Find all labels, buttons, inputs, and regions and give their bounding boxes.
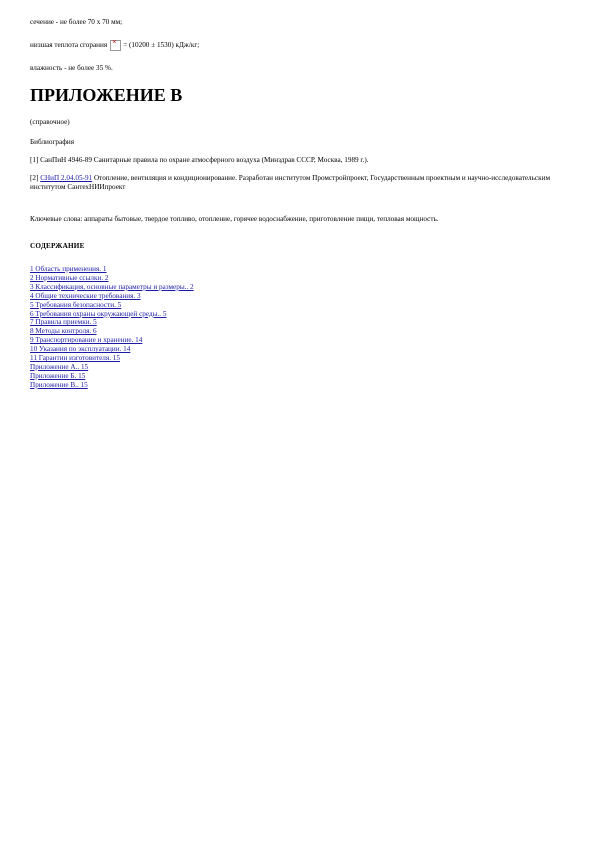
- toc-item: [30, 265, 194, 274]
- toc-item: [30, 292, 194, 301]
- appendix-subtitle: (справочное): [30, 118, 70, 126]
- toc-link[interactable]: 3 Классификация, основные параметры и размеры.. 2: [30, 282, 194, 291]
- toc-item: [30, 381, 194, 390]
- bibliography-ref-2-text: Отопление, вентиляция и кондиционирование. Разработан институтом Промстройпроект, Государственным проектным и научно-исследовательским институтом СантехНИИпроект: [30, 174, 550, 191]
- appendix-title: ПРИЛОЖЕНИЕ В: [30, 85, 183, 105]
- spec-line-section: сечение - не более 70 x 70 мм;: [30, 18, 123, 26]
- toc-item: [30, 318, 194, 327]
- spec-line-heat: [30, 40, 199, 51]
- toc-link[interactable]: Приложение Б. 15: [30, 371, 86, 380]
- toc-link[interactable]: 11 Гарантии изготовителя. 15: [30, 354, 120, 363]
- toc-link[interactable]: 2 Нормативные ссылки. 2: [30, 273, 109, 282]
- toc-link[interactable]: 7 Правила приемки. 5: [30, 318, 97, 327]
- toc-heading: СОДЕРЖАНИЕ: [30, 242, 85, 250]
- spec-line-heat-prefix: низшая теплота сгорания: [30, 41, 108, 49]
- toc-link[interactable]: 8 Методы контроля. 6: [30, 327, 97, 336]
- snip-link[interactable]: СНиП 2.04.05-91: [40, 174, 93, 182]
- bibliography-ref-2: [30, 174, 555, 192]
- toc-link[interactable]: 10 Указания по эксплуатации. 14: [30, 345, 131, 354]
- bibliography-heading: Библиография: [30, 138, 75, 146]
- spec-line-moisture: влажность - не более 35 %.: [30, 64, 113, 72]
- toc-item: [30, 336, 194, 345]
- toc-link[interactable]: Приложение В.. 15: [30, 380, 88, 389]
- broken-image-icon: ×: [110, 40, 121, 51]
- toc-list: [30, 265, 194, 390]
- toc-link[interactable]: Приложение А.. 15: [30, 362, 89, 371]
- toc-link[interactable]: 1 Область применения. 1: [30, 265, 107, 273]
- toc-item: [30, 310, 194, 319]
- toc-item: [30, 354, 194, 363]
- spec-line-heat-suffix: = (10200 ± 1530) кДж/кг;: [123, 41, 200, 49]
- toc-item: [30, 283, 194, 292]
- bibliography-ref-1: [1] СанПиН 4946-89 Санитарные правила по охране атмосферного воздуха (Минздрав СССР, Москва, 1989 г.).: [30, 156, 369, 164]
- toc-item: [30, 345, 194, 354]
- toc-link[interactable]: 6 Требования охраны окружающей среды.. 5: [30, 309, 167, 318]
- toc-item: [30, 363, 194, 372]
- bibliography-ref-2-prefix: [2]: [30, 174, 41, 182]
- toc-item: [30, 327, 194, 336]
- toc-item: [30, 301, 194, 310]
- toc-item: [30, 274, 194, 283]
- toc-link[interactable]: 9 Транспортирование и хранение. 14: [30, 336, 143, 345]
- toc-item: [30, 372, 194, 381]
- toc-link[interactable]: 4 Общие технические требования. 3: [30, 291, 141, 300]
- keywords: Ключевые слова: аппараты бытовые, твердое топливо, отопление, горячее водоснабжение, приготовление пищи, тепловая мощность.: [30, 215, 439, 223]
- toc-link[interactable]: 5 Требования безопасности. 5: [30, 300, 122, 309]
